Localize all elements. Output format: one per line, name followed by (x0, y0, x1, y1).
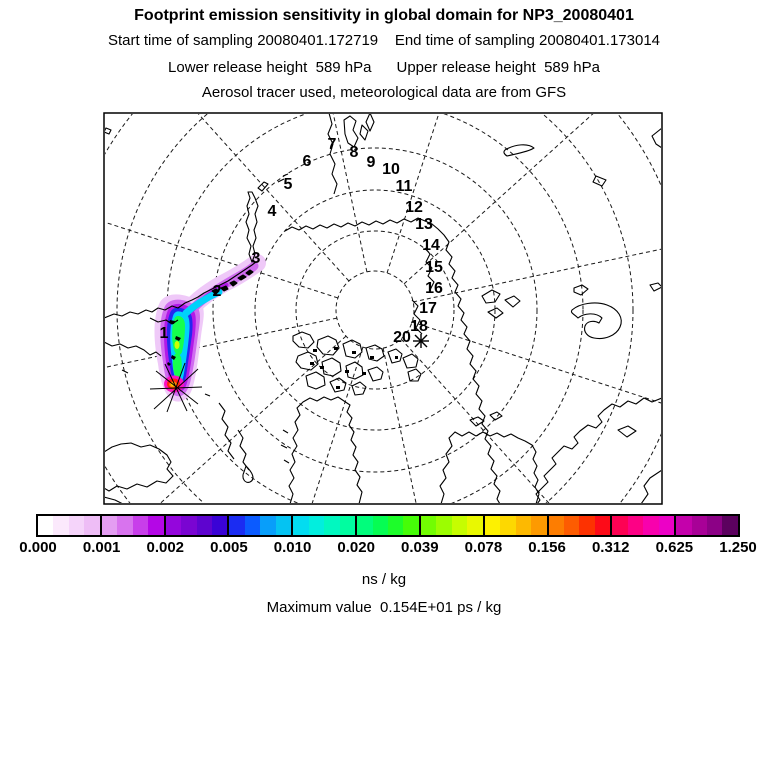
station-label: 12 (405, 198, 423, 216)
station-label: 15 (425, 258, 443, 276)
colorbar-cell (628, 516, 643, 535)
meridian-line (55, 336, 346, 598)
colorbar-cell (610, 516, 627, 535)
colorbar-tick-label: 0.001 (82, 539, 121, 556)
colorbar-cell (722, 516, 737, 535)
meridian-line (412, 322, 768, 443)
colorbar-cell (692, 516, 707, 535)
colorbar-cell (38, 516, 53, 535)
colorbar-cell (373, 516, 388, 535)
colorbar-tick-label: 0.002 (146, 539, 185, 556)
meridian-line (0, 177, 338, 298)
colorbar-cell (324, 516, 339, 535)
plot-title: Footprint emission sensitivity in global domain for NP3_20080401 (134, 7, 634, 24)
colorbar-cell (547, 516, 564, 535)
colorbar-tick-label: 0.039 (401, 539, 439, 556)
colorbar-tick-label: 0.156 (528, 539, 566, 556)
colorbar-tick-label: 0.005 (210, 539, 248, 556)
colorbar-cell (181, 516, 196, 535)
station-label: 20 (393, 328, 411, 346)
station-label: 3 (251, 249, 261, 267)
tracer-met-data-line: Aerosol tracer used, meteorological data are from GFS (201, 84, 567, 101)
meridian-line (413, 221, 768, 302)
station-label: 16 (425, 279, 443, 297)
station-label: 17 (419, 299, 437, 317)
track-end-star (413, 334, 429, 348)
station-label: 11 (395, 177, 413, 195)
colorbar-cell (117, 516, 132, 535)
colorbar-tick-label: 0.010 (273, 539, 312, 556)
colorbar-cell (53, 516, 68, 535)
latitude-circle (213, 148, 537, 472)
station-label: 1 (159, 324, 169, 342)
station-label: 5 (283, 175, 293, 193)
colorbar-unit: ns / kg (361, 571, 407, 588)
colorbar-cell (84, 516, 99, 535)
colorbar-cell (500, 516, 515, 535)
colorbar-cell (674, 516, 691, 535)
colorbar-cell (148, 516, 163, 535)
sampling-times-line: Start time of sampling 20080401.172719 End time of sampling 20080401.173014 (107, 32, 661, 49)
colorbar-cell (260, 516, 275, 535)
colorbar-tick-label: 0.020 (337, 539, 375, 556)
colorbar-cell (643, 516, 658, 535)
colorbar-tick-label: 0.078 (464, 539, 503, 556)
colorbar-cell (212, 516, 227, 535)
colorbar-cell (595, 516, 610, 535)
station-label: 7 (327, 135, 337, 153)
colorbar-cell (516, 516, 531, 535)
colorbar-cell (707, 516, 722, 535)
colorbar (36, 514, 740, 537)
colorbar-cell (388, 516, 403, 535)
maximum-value-label: Maximum value 0.154E+01 ps / kg (266, 599, 502, 616)
station-label: 10 (382, 160, 400, 178)
station-label: 18 (410, 317, 428, 335)
colorbar-cell (245, 516, 260, 535)
colorbar-cell (227, 516, 244, 535)
station-label: 4 (267, 202, 277, 220)
colorbar-cell (531, 516, 546, 535)
emission-plume (155, 263, 258, 402)
meridian-line (283, 0, 367, 272)
colorbar-tick-label: 0.312 (591, 539, 630, 556)
station-label: 6 (302, 152, 312, 170)
colorbar-tick-label: 0.625 (655, 539, 694, 556)
release-heights-line: Lower release height 589 hPa Upper release height 589 hPa (168, 59, 600, 76)
colorbar-cell (276, 516, 291, 535)
colorbar-cell (100, 516, 117, 535)
colorbar-cell (309, 516, 324, 535)
colorbar-cell (483, 516, 500, 535)
colorbar-cell (355, 516, 372, 535)
colorbar-cell (403, 516, 418, 535)
colorbar-cell (467, 516, 482, 535)
colorbar-cell (436, 516, 451, 535)
station-label: 8 (349, 143, 359, 161)
station-label: 2 (212, 282, 222, 300)
colorbar-cell (452, 516, 467, 535)
colorbar-tick-label: 0.000 (19, 539, 57, 556)
colorbar-tick-label: 1.250 (719, 539, 757, 556)
colorbar-cell (197, 516, 212, 535)
colorbar-cell (579, 516, 594, 535)
colorbar-cell (419, 516, 436, 535)
colorbar-cell (340, 516, 355, 535)
station-label: 9 (366, 153, 376, 171)
station-label: 13 (415, 215, 433, 233)
colorbar-cell (564, 516, 579, 535)
colorbar-cell (69, 516, 84, 535)
colorbar-cell (164, 516, 181, 535)
colorbar-cell (133, 516, 148, 535)
station-label: 14 (422, 236, 440, 254)
colorbar-cell (659, 516, 674, 535)
colorbar-cell (291, 516, 308, 535)
latitude-circle (255, 190, 495, 430)
